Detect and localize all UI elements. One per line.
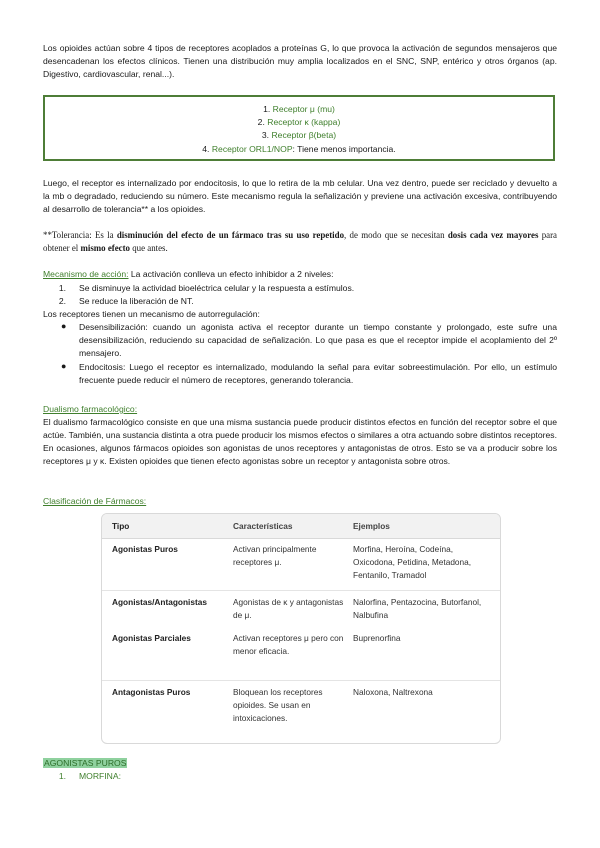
table-cell-type: Antagonistas Puros — [112, 687, 191, 697]
table-header-cell: Características — [233, 521, 293, 531]
table-cell-characteristics: Activan principalmente receptores μ. — [233, 544, 317, 567]
list-number: 1. — [58, 283, 66, 293]
dualism-heading: Dualismo farmacológico: — [43, 404, 138, 414]
dualism-paragraph: El dualismo farmacológico consiste en que una misma sustancia puede producir distintos efectos en función del receptor sobre el que actúe. También, una sustancia distinta a otra puede producir los mismos efectos o similares a otra actuando sobre distintos receptores. En ocasiones, algunos fármacos opioides son agonistas de unos receptores y antagonistas de otros. Esto se va a producir sobre los receptores μ y κ. Existen opioides que tienen efecto agonistas sobre un receptor y antagonista sobre otros. — [43, 417, 557, 466]
table-cell-type: Agonistas/Antagonistas — [112, 597, 207, 607]
pure-agonists-heading: AGONISTAS PUROS — [44, 758, 127, 768]
table-cell-characteristics: Activan receptores μ pero con menor eficacia. — [233, 633, 344, 656]
table-cell-examples: Nalorfina, Pentazocina, Butorfanol, Nalbufina — [353, 597, 482, 620]
mechanism-level-1: Se disminuye la actividad bioeléctrica celular y la respuesta a estímulos. — [79, 283, 355, 293]
table-cell-examples: Naloxona, Naltrexona — [353, 687, 433, 697]
mechanism-heading: Mecanismo de acción: La activación conlleva un efecto inhibidor a 2 niveles: — [43, 269, 334, 279]
receptor-item: 3. Receptor β(beta) — [261, 130, 337, 141]
intro-paragraph: Los opioides actúan sobre 4 tipos de receptores acoplados a proteínas G, lo que provoca la activación de segundos mensajeros que desencadenan los efectos clínicos. Tienen una distribución muy amplia localizados en el SNC, SNP, entérico y otros órganos (ap. Digestivo, cardiovascular, renal...). — [43, 43, 557, 79]
table-header-cell: Tipo — [112, 521, 130, 531]
bullet-icon: ● — [61, 321, 67, 331]
classification-heading: Clasificación de Fármacos: — [43, 496, 147, 506]
receptor-item: 2. Receptor κ (kappa) — [257, 117, 341, 128]
list-number: 2. — [58, 296, 66, 306]
row-divider — [102, 590, 500, 591]
internalization-paragraph: Luego, el receptor es internalizado por endocitosis, lo que lo retira de la mb celular. Una vez dentro, puede ser reciclado y devuelto a la mb o degradado, reduciendo su número. Este mecanismo regula la señalización y previene una activación excesiva, contribuyendo al desarrollo de tolerancia** a los opioides. — [43, 178, 557, 214]
receptor-list-box — [43, 95, 555, 161]
bullet-icon: ● — [61, 361, 67, 371]
mechanism-title: Mecanismo de acción: — [43, 269, 129, 279]
endocytosis-item: Endocitosis: Luego el receptor es internalizado, modulando la señal para evitar sobreestimulación. Por ello, un estímulo frecuente puede reducir el número de receptores, generando tolerancia. — [79, 362, 557, 385]
table-header-cell: Ejemplos — [353, 521, 390, 531]
row-divider — [102, 680, 500, 681]
morphine-item: MORFINA: — [79, 771, 122, 781]
table-cell-examples: Morfina, Heroína, Codeína, Oxicodona, Petidina, Metadona, Fentanilo, Tramadol — [353, 544, 472, 580]
classification-table — [101, 513, 501, 744]
desensitization-item: Desensibilización: cuando un agonista activa el receptor durante un tiempo constante y prolongado, este sufre una desensibilización, reduciendo su capacidad de señalización. Lo que pasa es que el receptor impide el acoplamiento del 2º mensajero. — [79, 322, 557, 358]
list-number: 1. — [58, 771, 66, 781]
table-cell-characteristics: Agonistas de κ y antagonistas de μ. — [233, 597, 344, 620]
tolerance-note: **Tolerancia: Es la disminución del efecto de un fármaco tras su uso repetido, de modo que se necesitan dosis cada vez mayores para obtener el mismo efecto que antes. — [43, 230, 557, 254]
mechanism-level-2: Se reduce la liberación de NT. — [79, 296, 194, 306]
autoregulation-intro: Los receptores tienen un mecanismo de autorregulación: — [43, 309, 260, 319]
receptor-item: 1. Receptor μ (mu) — [263, 104, 335, 114]
table-cell-type: Agonistas Parciales — [112, 633, 191, 643]
table-cell-type: Agonistas Puros — [112, 544, 178, 554]
table-cell-examples: Buprenorfina — [353, 633, 401, 643]
table-cell-characteristics: Bloquean los receptores opioides. Se usan en intoxicaciones. — [233, 687, 323, 723]
receptor-item: 4. Receptor ORL1/NOP: Tiene menos importancia. — [202, 143, 396, 154]
